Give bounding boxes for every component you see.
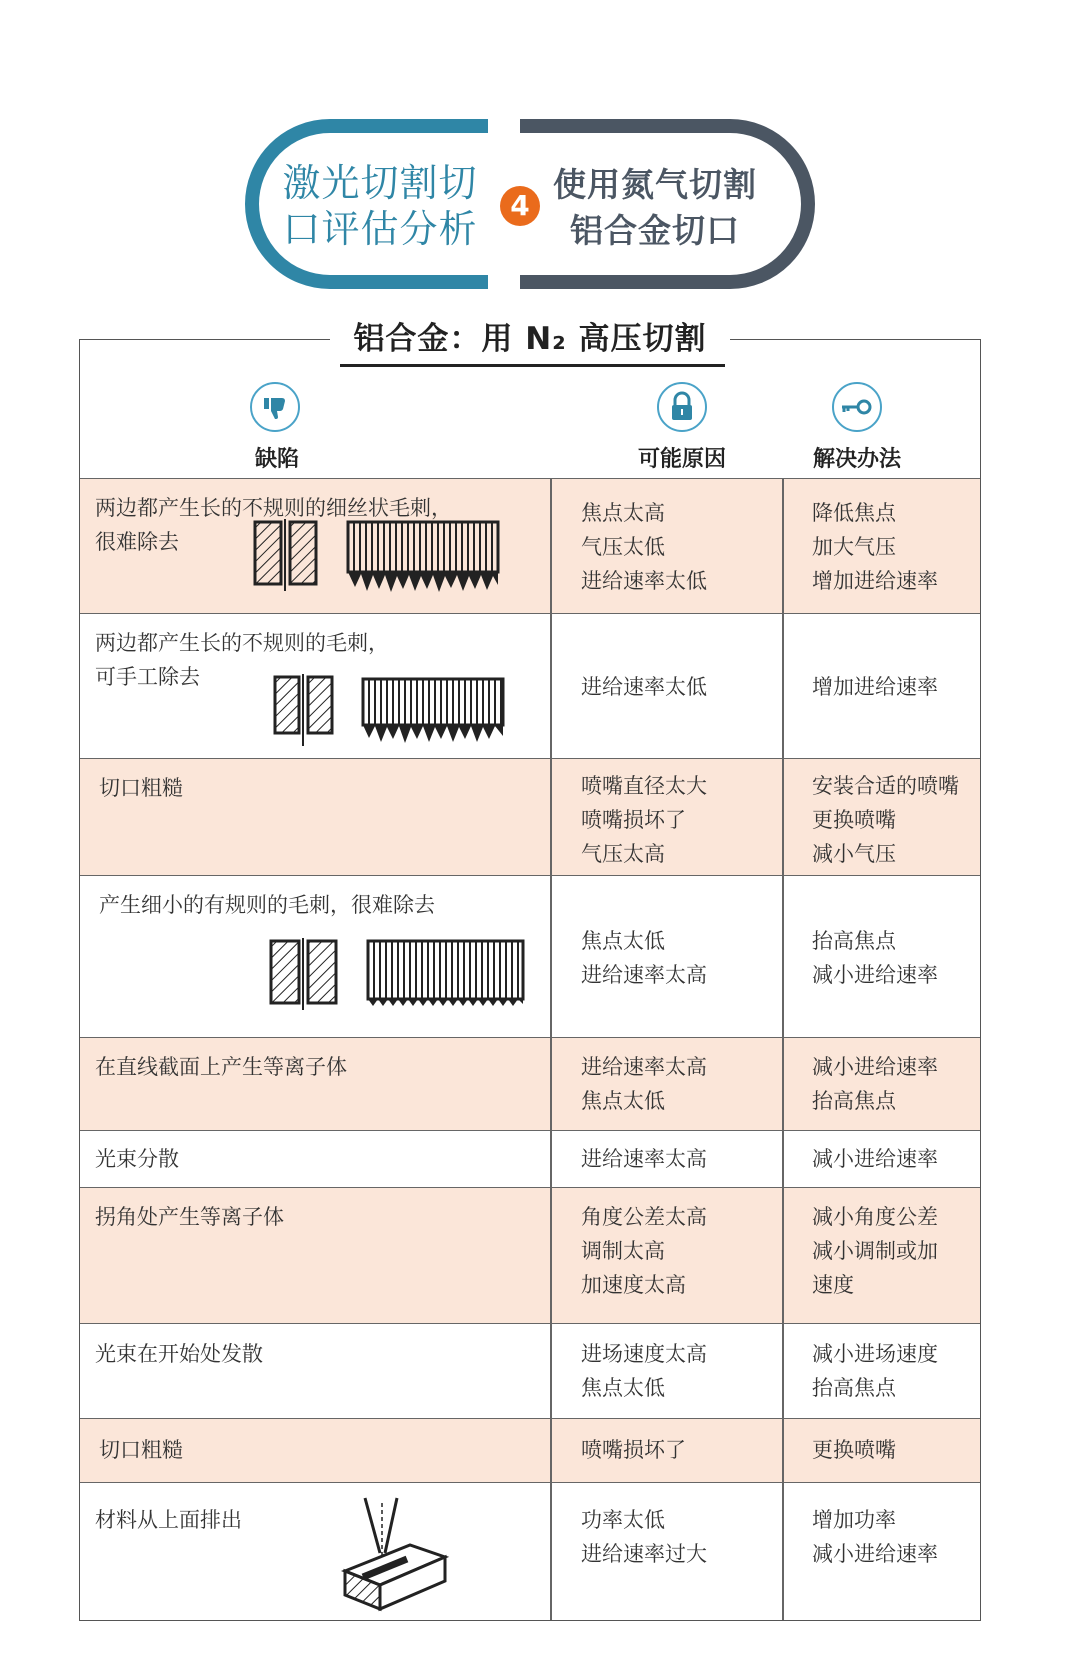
defect-text: 切口粗糙: [99, 776, 183, 800]
defect-text: 产生细小的有规则的毛刺，很难除去: [99, 893, 435, 917]
defect-text: 光束在开始处发散: [95, 1342, 263, 1366]
header-right-title: 使用氮气切割 铝合金切口: [553, 165, 757, 250]
table-row: [80, 1418, 980, 1482]
thumbs-down-icon: [250, 382, 300, 432]
defect-text: 材料从上面排出: [95, 1508, 242, 1532]
column-header-solution: 解决办法: [812, 447, 901, 472]
cause-text: 喷嘴损坏了: [581, 1438, 686, 1462]
cause-text: 焦点太高 气压太低 进给速率太低: [581, 501, 707, 593]
solution-text: 增加进给速率: [812, 675, 938, 699]
cut-section-illustration: [268, 938, 340, 1013]
solution-text: 减小进场速度 抬高焦点: [812, 1342, 938, 1400]
cause-text: 进给速率太低: [581, 675, 707, 699]
header-left-title: 激光切割切 口评估分析: [282, 161, 478, 251]
defect-text: 两边都产生长的不规则的毛刺， 可手工除去: [95, 631, 389, 689]
cause-text: 进场速度太高 焦点太低: [581, 1342, 707, 1400]
header-number-badge: 4: [500, 186, 540, 226]
table-title: 铝合金：用 N₂ 高压切割: [330, 316, 730, 366]
table-row: [80, 758, 980, 875]
solution-text: 安装合适的喷嘴 更换喷嘴 减小气压: [812, 774, 959, 866]
solution-text: 更换喷嘴: [812, 1438, 896, 1462]
defect-text: 拐角处产生等离子体: [95, 1205, 284, 1229]
burr-edge-illustration: [365, 938, 530, 1018]
solution-text: 减小进给速率: [812, 1147, 938, 1171]
burr-edge-illustration: [360, 676, 510, 756]
column-header-cause: 可能原因: [637, 447, 726, 472]
table-row: [80, 875, 980, 1037]
nozzle-cutting-illustration: [335, 1493, 455, 1615]
key-icon: [832, 382, 882, 432]
solution-text: 减小进给速率 抬高焦点: [812, 1055, 938, 1113]
defect-text: 切口粗糙: [99, 1438, 183, 1462]
table-row: [80, 1037, 980, 1130]
table-row: [80, 1130, 980, 1187]
defect-text: 两边都产生长的不规则的细丝状毛刺， 很难除去: [95, 496, 452, 554]
cause-text: 焦点太低 进给速率太高: [581, 929, 707, 987]
defect-text: 光束分散: [95, 1147, 179, 1171]
cause-text: 进给速率太高: [581, 1147, 707, 1171]
cause-text: 功率太低 进给速率过大: [581, 1508, 707, 1566]
table-row: [80, 613, 980, 758]
lock-icon: [657, 382, 707, 432]
cause-text: 喷嘴直径太大 喷嘴损坏了 气压太高: [581, 774, 707, 866]
cause-text: 进给速率太高 焦点太低: [581, 1055, 707, 1113]
solution-text: 增加功率 减小进给速率: [812, 1508, 938, 1566]
table-row: [80, 1482, 980, 1620]
table-row: [80, 1187, 980, 1323]
solution-text: 减小角度公差 减小调制或加 速度: [812, 1205, 938, 1297]
column-header-defect: 缺陷: [254, 447, 299, 472]
cause-text: 角度公差太高 调制太高 加速度太高: [581, 1205, 707, 1297]
header-badge: [240, 118, 820, 290]
cut-section-illustration: [252, 519, 322, 594]
table-title-underline: [340, 364, 725, 367]
defect-text: 在直线截面上产生等离子体: [95, 1055, 347, 1079]
table-row: [80, 1323, 980, 1418]
solution-text: 降低焦点 加大气压 增加进给速率: [812, 501, 938, 593]
table-row: [80, 478, 980, 613]
cut-section-illustration: [272, 674, 336, 749]
burr-edge-illustration: [345, 519, 505, 599]
solution-text: 抬高焦点 减小进给速率: [812, 929, 938, 987]
